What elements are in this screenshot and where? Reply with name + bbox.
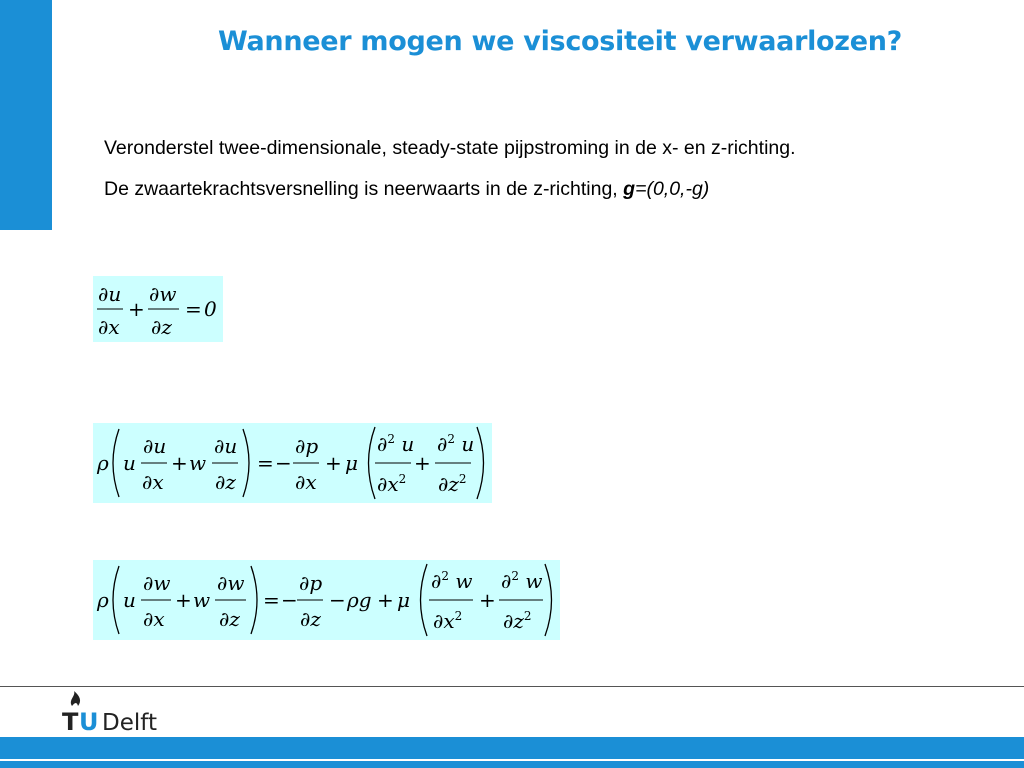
slide-title: Wanneer mogen we viscositeit verwaarlozen? bbox=[217, 26, 903, 57]
tudelft-logo bbox=[62, 690, 172, 734]
svg-text:=: = bbox=[257, 451, 274, 475]
svg-text:∂2 w: ∂$^2$ w bbox=[501, 569, 543, 593]
svg-text:+: + bbox=[414, 451, 431, 475]
svg-text:∂z: ∂z bbox=[151, 315, 172, 339]
z-momentum-equation bbox=[93, 560, 560, 640]
svg-text:w: w bbox=[193, 588, 211, 612]
svg-text:∂2 w: ∂$^2$ w bbox=[431, 569, 473, 593]
svg-text:∂w: ∂w bbox=[149, 282, 177, 306]
svg-text:∂u: ∂u bbox=[214, 434, 238, 458]
gravity-text: De zwaartekrachtsversnelling is neerwaarts in de z-richting, bbox=[104, 178, 624, 200]
svg-text:+: + bbox=[325, 451, 342, 475]
svg-text:+: + bbox=[479, 588, 496, 612]
svg-text:∂z2: $\partial z^2$ bbox=[503, 609, 532, 633]
text-line-gravity bbox=[104, 178, 709, 201]
logo-letter-t: T bbox=[62, 708, 79, 734]
svg-text:∂z: ∂z bbox=[215, 470, 236, 494]
svg-text:∂w: ∂w bbox=[143, 571, 171, 595]
svg-text:∂x: ∂x bbox=[295, 470, 317, 494]
svg-text:u: u bbox=[123, 451, 136, 475]
svg-text:+: + bbox=[175, 588, 192, 612]
svg-text:−: − bbox=[275, 451, 292, 475]
svg-text:∂p: ∂p bbox=[295, 434, 319, 458]
svg-text:∂x: ∂x bbox=[142, 470, 164, 494]
svg-text:∂z: ∂z bbox=[219, 607, 240, 631]
x-momentum-equation bbox=[93, 423, 492, 503]
svg-text:=: = bbox=[263, 588, 280, 612]
svg-text:∂2 u: ∂$^2$ u bbox=[377, 432, 415, 456]
logo-word-delft: Delft bbox=[102, 710, 157, 734]
svg-text:∂x2: $\partial x^2$ bbox=[377, 472, 407, 496]
continuity-equation bbox=[93, 276, 223, 342]
svg-text:ρg: ρg bbox=[347, 588, 372, 612]
footer-band-bottom bbox=[0, 761, 1024, 768]
svg-text:+: + bbox=[171, 451, 188, 475]
svg-text:∂x: ∂x bbox=[98, 315, 120, 339]
svg-text:+: + bbox=[128, 297, 145, 321]
svg-text:−: − bbox=[329, 588, 346, 612]
svg-text:∂z2: $\partial z^2$ bbox=[438, 472, 467, 496]
svg-text:w: w bbox=[189, 451, 207, 475]
svg-text:∂w: ∂w bbox=[217, 571, 245, 595]
svg-text:−: − bbox=[281, 588, 298, 612]
footer-band bbox=[0, 737, 1024, 759]
svg-text:∂2 u: ∂$^2$ u bbox=[437, 432, 475, 456]
svg-text:u: u bbox=[123, 588, 136, 612]
svg-text:∂x: ∂x bbox=[143, 607, 165, 631]
svg-text:μ: μ bbox=[397, 588, 410, 612]
svg-text:∂u: ∂u bbox=[98, 282, 122, 306]
svg-text:μ: μ bbox=[345, 451, 358, 475]
svg-text:+: + bbox=[377, 588, 394, 612]
svg-text:ρ: ρ bbox=[97, 451, 109, 475]
text-line-assumption: Veronderstel twee-dimensionale, steady-state pijpstroming in de x- en z-richting. bbox=[104, 137, 796, 159]
svg-text:∂p: ∂p bbox=[299, 571, 323, 595]
svg-text:∂u: ∂u bbox=[143, 434, 167, 458]
footer-divider bbox=[0, 686, 1024, 687]
gravity-vector-symbol: g bbox=[623, 178, 636, 200]
logo-letter-u: U bbox=[79, 708, 99, 734]
svg-text:∂x2: $\partial x^2$ bbox=[433, 609, 463, 633]
svg-text:=: = bbox=[185, 297, 202, 321]
svg-text:0: 0 bbox=[204, 297, 217, 321]
gravity-vector-value: =(0,0,-g) bbox=[635, 178, 710, 200]
svg-text:ρ: ρ bbox=[97, 588, 109, 612]
side-accent-bar bbox=[0, 0, 52, 230]
svg-text:∂z: ∂z bbox=[300, 607, 321, 631]
